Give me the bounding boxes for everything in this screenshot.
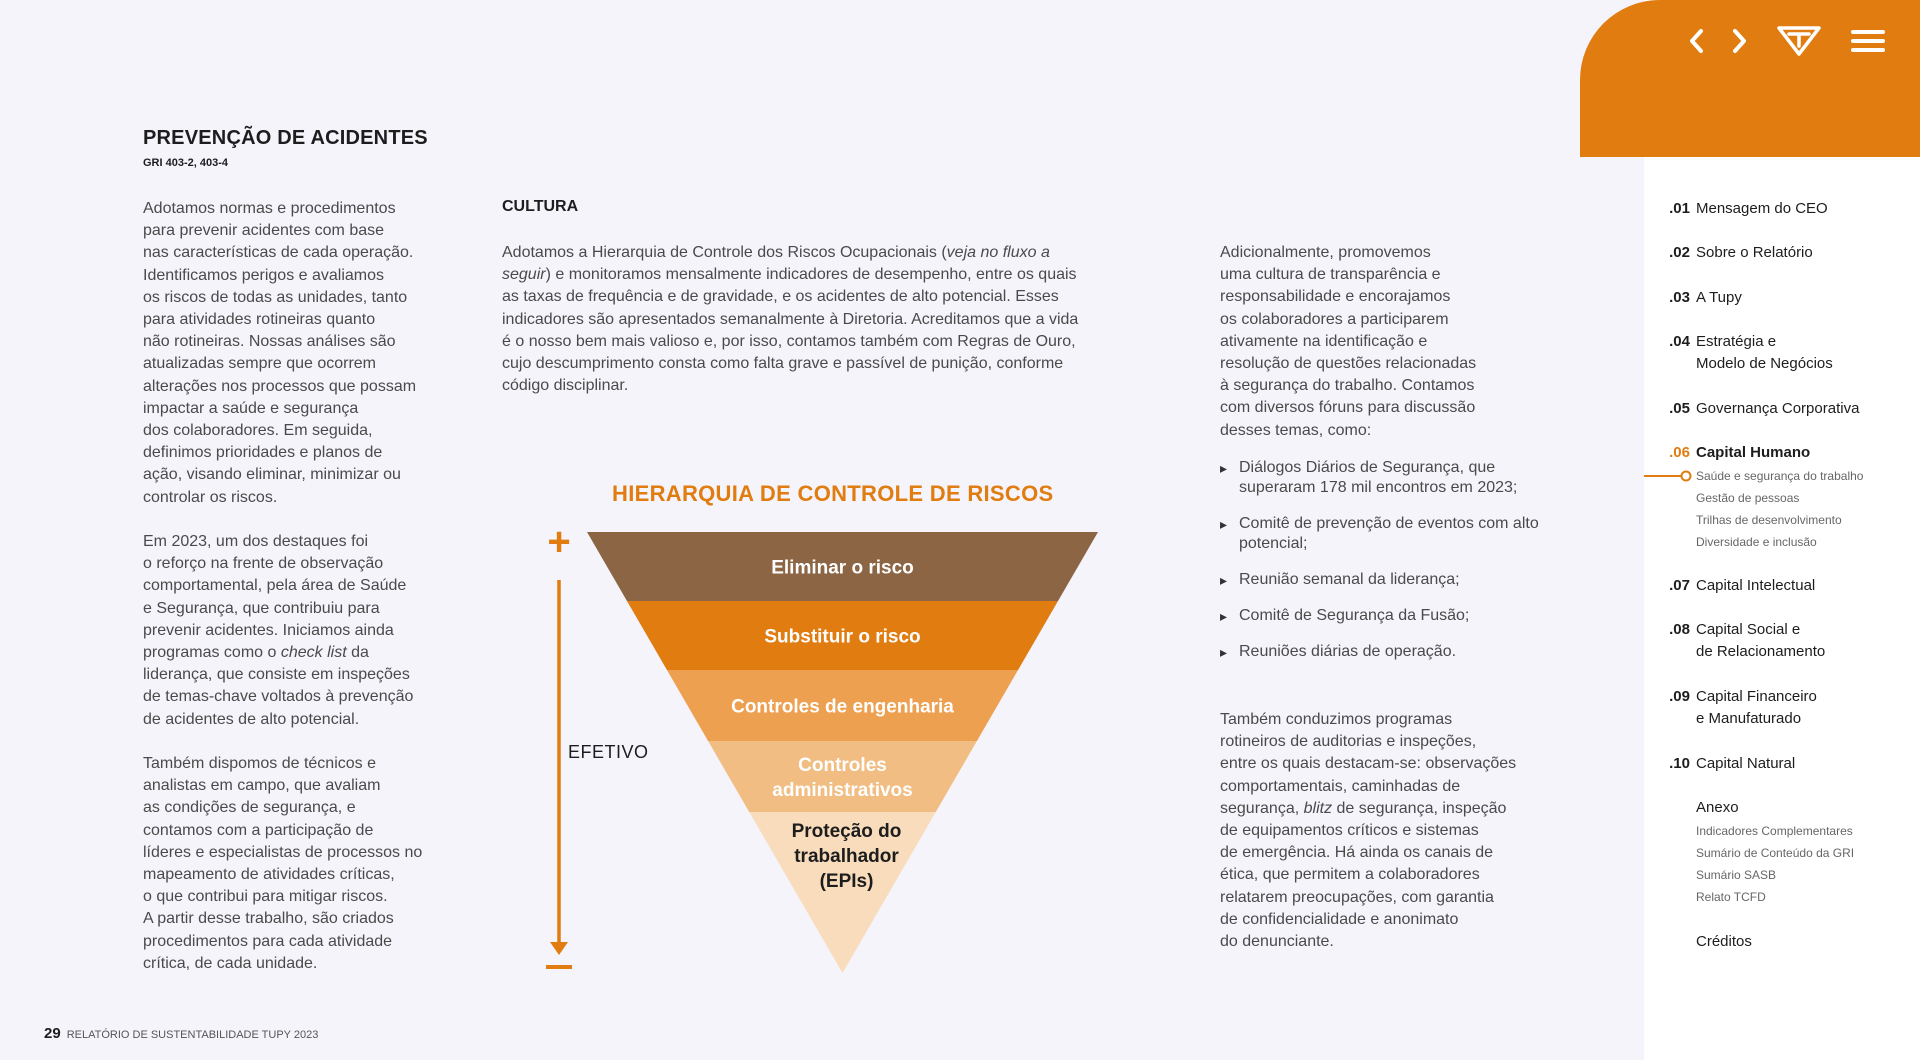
toc-item-06[interactable] xyxy=(1660,442,1915,464)
text-line: de acidentes de alto potencial. xyxy=(143,710,360,728)
chevron-left-icon[interactable] xyxy=(1682,26,1712,56)
pyramid-tier-label: (EPIs) xyxy=(819,871,874,892)
text-span: da xyxy=(346,644,369,662)
toc-subitem[interactable]: Diversidade e inclusão xyxy=(1696,535,1817,549)
text-line: analistas em campo, que avaliam xyxy=(143,777,381,795)
text-line: código disciplinar. xyxy=(502,377,629,395)
text-line: mapeamento de atividades críticas, xyxy=(143,866,395,884)
pyramid-tier-label: Controles de engenharia xyxy=(731,696,954,718)
toc-subitem[interactable]: Gestão de pessoas xyxy=(1696,491,1800,505)
diagram-title: HIERARQUIA DE CONTROLE DE RISCOS xyxy=(612,481,1054,506)
text-line: impactar a saúde e segurança xyxy=(143,399,359,417)
text-line xyxy=(502,264,1182,286)
text-line: relatarem preocupações, com garantia xyxy=(1220,888,1494,906)
toc-item-number: .04 xyxy=(1669,333,1690,350)
text-line: dos colaboradores. Em seguida, xyxy=(143,422,373,440)
toc-subitem[interactable]: Trilhas de desenvolvimento xyxy=(1696,513,1842,527)
axis-arrowhead xyxy=(550,942,568,955)
pyramid-tiers xyxy=(587,532,1098,973)
text-line: os riscos de todas as unidades, tanto xyxy=(143,288,408,306)
text-line: de emergência. Há ainda os canais de xyxy=(1220,844,1494,862)
toc-item-number: .10 xyxy=(1669,755,1690,772)
text-line: de temas-chave voltados à prevenção xyxy=(143,688,414,706)
text-span-italic: blitz xyxy=(1303,799,1333,817)
text-span: ) e monitoramos mensalmente indicadores de desempenho, entre os quais xyxy=(545,266,1077,284)
text-line: Identificamos perigos e avaliamos xyxy=(143,266,385,284)
text-line: à segurança do trabalho. Contamos xyxy=(1220,377,1475,395)
gri-reference: GRI 403-2, 403-4 xyxy=(143,157,228,169)
toc-item-anexo[interactable]: Anexo xyxy=(1696,799,1739,816)
text-line: desses temas, como: xyxy=(1220,421,1372,439)
toc-item-label: Governança Corporativa xyxy=(1696,400,1860,417)
text-line: Também conduzimos programas xyxy=(1220,711,1453,728)
text-line: controlar os riscos. xyxy=(143,488,278,506)
toc-subitem[interactable]: Indicadores Complementares xyxy=(1696,824,1853,838)
text-line: de equipamentos críticos e sistemas xyxy=(1220,822,1479,840)
list-item: ▸ Reunião semanal da liderança; xyxy=(1220,570,1550,590)
text-line: líderes e especialistas de processos no xyxy=(143,843,423,861)
col3-paragraph-2 xyxy=(1220,709,1560,953)
pyramid-tier-4 xyxy=(708,741,977,812)
toc-item-number: .02 xyxy=(1669,244,1690,261)
pyramid-tier-label: trabalhador xyxy=(794,846,899,867)
text-span-italic: check list xyxy=(280,644,347,662)
list-item: ▸ Reuniões diárias de operação. xyxy=(1220,642,1550,662)
toc-item-03[interactable] xyxy=(1660,287,1915,309)
text-line: com diversos fóruns para discussão xyxy=(1220,399,1476,417)
toc-item-label: A Tupy xyxy=(1696,289,1742,306)
toc-item-02[interactable] xyxy=(1660,242,1915,264)
text-line: comportamentais, caminhadas de xyxy=(1220,777,1461,795)
text-line: A partir desse trabalho, são criados xyxy=(143,910,394,928)
toc-item-label: Sobre o Relatório xyxy=(1696,244,1813,261)
toc-subitem[interactable]: Sumário de Conteúdo da GRI xyxy=(1696,846,1855,860)
text-line: procedimentos para cada atividade xyxy=(143,932,393,950)
list-item: ▸ Comitê de prevenção de eventos com alto potencial; xyxy=(1220,514,1550,554)
text-span: programas como o xyxy=(143,644,281,662)
text-line: para atividades rotineiras quanto xyxy=(143,311,376,329)
tupy-logo-icon[interactable] xyxy=(1776,24,1822,58)
toc-item-number: .05 xyxy=(1669,400,1690,417)
plus-sign: + xyxy=(547,525,571,564)
toc-item-label: Capital Natural xyxy=(1696,755,1796,772)
text-line: nas características de cada operação. xyxy=(143,244,414,262)
toc-item-label: de Relacionamento xyxy=(1696,643,1826,660)
text-line: o reforço na frente de observação xyxy=(143,555,384,573)
toc-subitem[interactable]: Sumário SASB xyxy=(1696,868,1777,882)
forum-list xyxy=(1220,458,1550,678)
pyramid-tier-label: Controles xyxy=(798,755,887,776)
pyramid-tier-label: Substituir o risco xyxy=(764,626,921,648)
text-line xyxy=(1220,798,1560,820)
text-line: contamos com a participação de xyxy=(143,821,374,839)
text-line: prevenir acidentes. Iniciamos ainda xyxy=(143,621,394,639)
text-line: do denunciante. xyxy=(1220,933,1334,951)
toc-item-07[interactable] xyxy=(1660,575,1915,597)
menu-icon[interactable] xyxy=(1850,28,1886,54)
text-span: segurança, xyxy=(1220,799,1304,817)
text-line: o que contribui para mitigar riscos. xyxy=(143,888,388,906)
list-item: ▸ Comitê de Segurança da Fusão; xyxy=(1220,606,1550,626)
text-span-italic: seguir xyxy=(502,266,546,284)
page-title: PREVENÇÃO DE ACIDENTES xyxy=(143,127,428,149)
pyramid-tier-label: Eliminar o risco xyxy=(771,557,914,579)
toc-item-10[interactable] xyxy=(1660,753,1915,775)
text-line: comportamental, pela área de Saúde xyxy=(143,577,407,595)
page-number: 29 xyxy=(44,1025,61,1042)
text-line: e Segurança, que contribuiu para xyxy=(143,599,380,617)
text-line: não rotineiras. Nossas análises são xyxy=(143,333,396,351)
toc-item-number: .07 xyxy=(1669,577,1690,594)
text-line: alterações nos processos que possam xyxy=(143,377,417,395)
toc-item-08[interactable] xyxy=(1660,619,1915,663)
text-line xyxy=(502,242,1182,264)
toc-item-label: Capital Financeiro xyxy=(1696,688,1817,705)
text-line: para prevenir acidentes com base xyxy=(143,222,385,240)
text-line: Adicionalmente, promovemos xyxy=(1220,244,1431,261)
text-line: Em 2023, um dos destaques foi xyxy=(143,533,369,550)
top-nav-bar xyxy=(1580,0,1920,157)
page-footer xyxy=(44,1025,318,1042)
text-line: cujo descumprimento consta como falta grave e passível de punição, conforme xyxy=(502,355,1064,373)
toc-item-creditos[interactable]: Créditos xyxy=(1696,933,1752,950)
text-line: Adotamos normas e procedimentos xyxy=(143,200,396,217)
text-line: os colaboradores a participarem xyxy=(1220,310,1449,328)
toc-item-number: .08 xyxy=(1669,621,1690,638)
text-line: as condições de segurança, e xyxy=(143,799,356,817)
text-line: rotineiros de auditorias e inspeções, xyxy=(1220,733,1477,751)
toc-item-label: Capital Social e xyxy=(1696,621,1801,638)
toc-item-number: .01 xyxy=(1669,200,1690,217)
list-item: ▸ Diálogos Diários de Segurança, que superaram 178 mil encontros em 2023; xyxy=(1220,458,1550,498)
toc-item-label: Mensagem do CEO xyxy=(1696,200,1828,217)
text-span: Adotamos a Hierarquia de Controle dos Riscos Ocupacionais ( xyxy=(502,244,947,261)
pyramid-tier-label: Proteção do xyxy=(791,821,902,842)
text-line: ação, visando eliminar, minimizar ou xyxy=(143,466,401,484)
text-line: atualizadas sempre que ocorrem xyxy=(143,355,377,373)
toc-item-label: Modelo de Negócios xyxy=(1696,355,1833,372)
toc-item-09[interactable] xyxy=(1660,686,1915,730)
col2-paragraph xyxy=(502,242,1182,397)
col1-paragraph-1 xyxy=(143,198,463,509)
col3-paragraph-1 xyxy=(1220,242,1550,442)
toc-item-number: .09 xyxy=(1669,688,1690,705)
text-line: responsabilidade e encorajamos xyxy=(1220,288,1451,306)
text-line: indicadores são apresentados semanalmente à Diretoria. Acreditamos que a vida xyxy=(502,310,1079,328)
col1-paragraph-3 xyxy=(143,753,473,975)
text-line: ativamente na identificação e xyxy=(1220,332,1428,350)
toc-item-04[interactable] xyxy=(1660,331,1915,375)
pyramid-tier-label: administrativos xyxy=(772,780,913,801)
text-line: uma cultura de transparência e xyxy=(1220,266,1441,284)
section-title-cultura: CULTURA xyxy=(502,198,579,215)
toc-item-01[interactable] xyxy=(1660,198,1915,220)
text-line: entre os quais destacam-se: observações xyxy=(1220,755,1517,773)
toc-item-label: Capital Intelectual xyxy=(1696,577,1816,594)
text-line: definimos prioridades e planos de xyxy=(143,444,383,462)
toc-subitem[interactable]: Saúde e segurança do trabalho xyxy=(1696,469,1864,483)
current-section-marker-icon xyxy=(1644,469,1692,483)
toc-item-label: e Manufaturado xyxy=(1696,710,1802,727)
text-line: de confidencialidade e anonimato xyxy=(1220,910,1459,928)
text-span-italic: veja no fluxo a xyxy=(946,244,1050,261)
text-line: liderança, que consiste em inspeções xyxy=(143,666,410,684)
toc-item-label: Capital Humano xyxy=(1696,444,1811,461)
text-line: ética, que permitem a colaboradores xyxy=(1220,866,1480,884)
text-line xyxy=(143,642,463,664)
toc-item-05[interactable] xyxy=(1660,398,1915,420)
text-span: de segurança, inspeção xyxy=(1332,799,1507,817)
report-name: RELATÓRIO DE SUSTENTABILIDADE TUPY 2023 xyxy=(66,1029,319,1041)
toc-item-label: Estratégia e xyxy=(1696,333,1777,350)
toc-subitem[interactable]: Relato TCFD xyxy=(1696,890,1766,904)
text-line: Também dispomos de técnicos e xyxy=(143,755,376,772)
col1-paragraph-2 xyxy=(143,531,463,731)
text-line: crítica, de cada unidade. xyxy=(143,954,318,972)
text-line: resolução de questões relacionadas xyxy=(1220,355,1477,373)
chevron-right-icon[interactable] xyxy=(1724,26,1754,56)
toc-item-number: .06 xyxy=(1669,444,1690,461)
text-line: é o nosso bem mais valioso e, por isso, contamos também com Regras de Ouro, xyxy=(502,332,1076,350)
toc-item-number: .03 xyxy=(1669,289,1690,306)
text-line: as taxas de frequência e de gravidade, e os acidentes de alto potencial. Esses xyxy=(502,288,1059,306)
axis-label-efetivo: EFETIVO xyxy=(568,742,649,762)
